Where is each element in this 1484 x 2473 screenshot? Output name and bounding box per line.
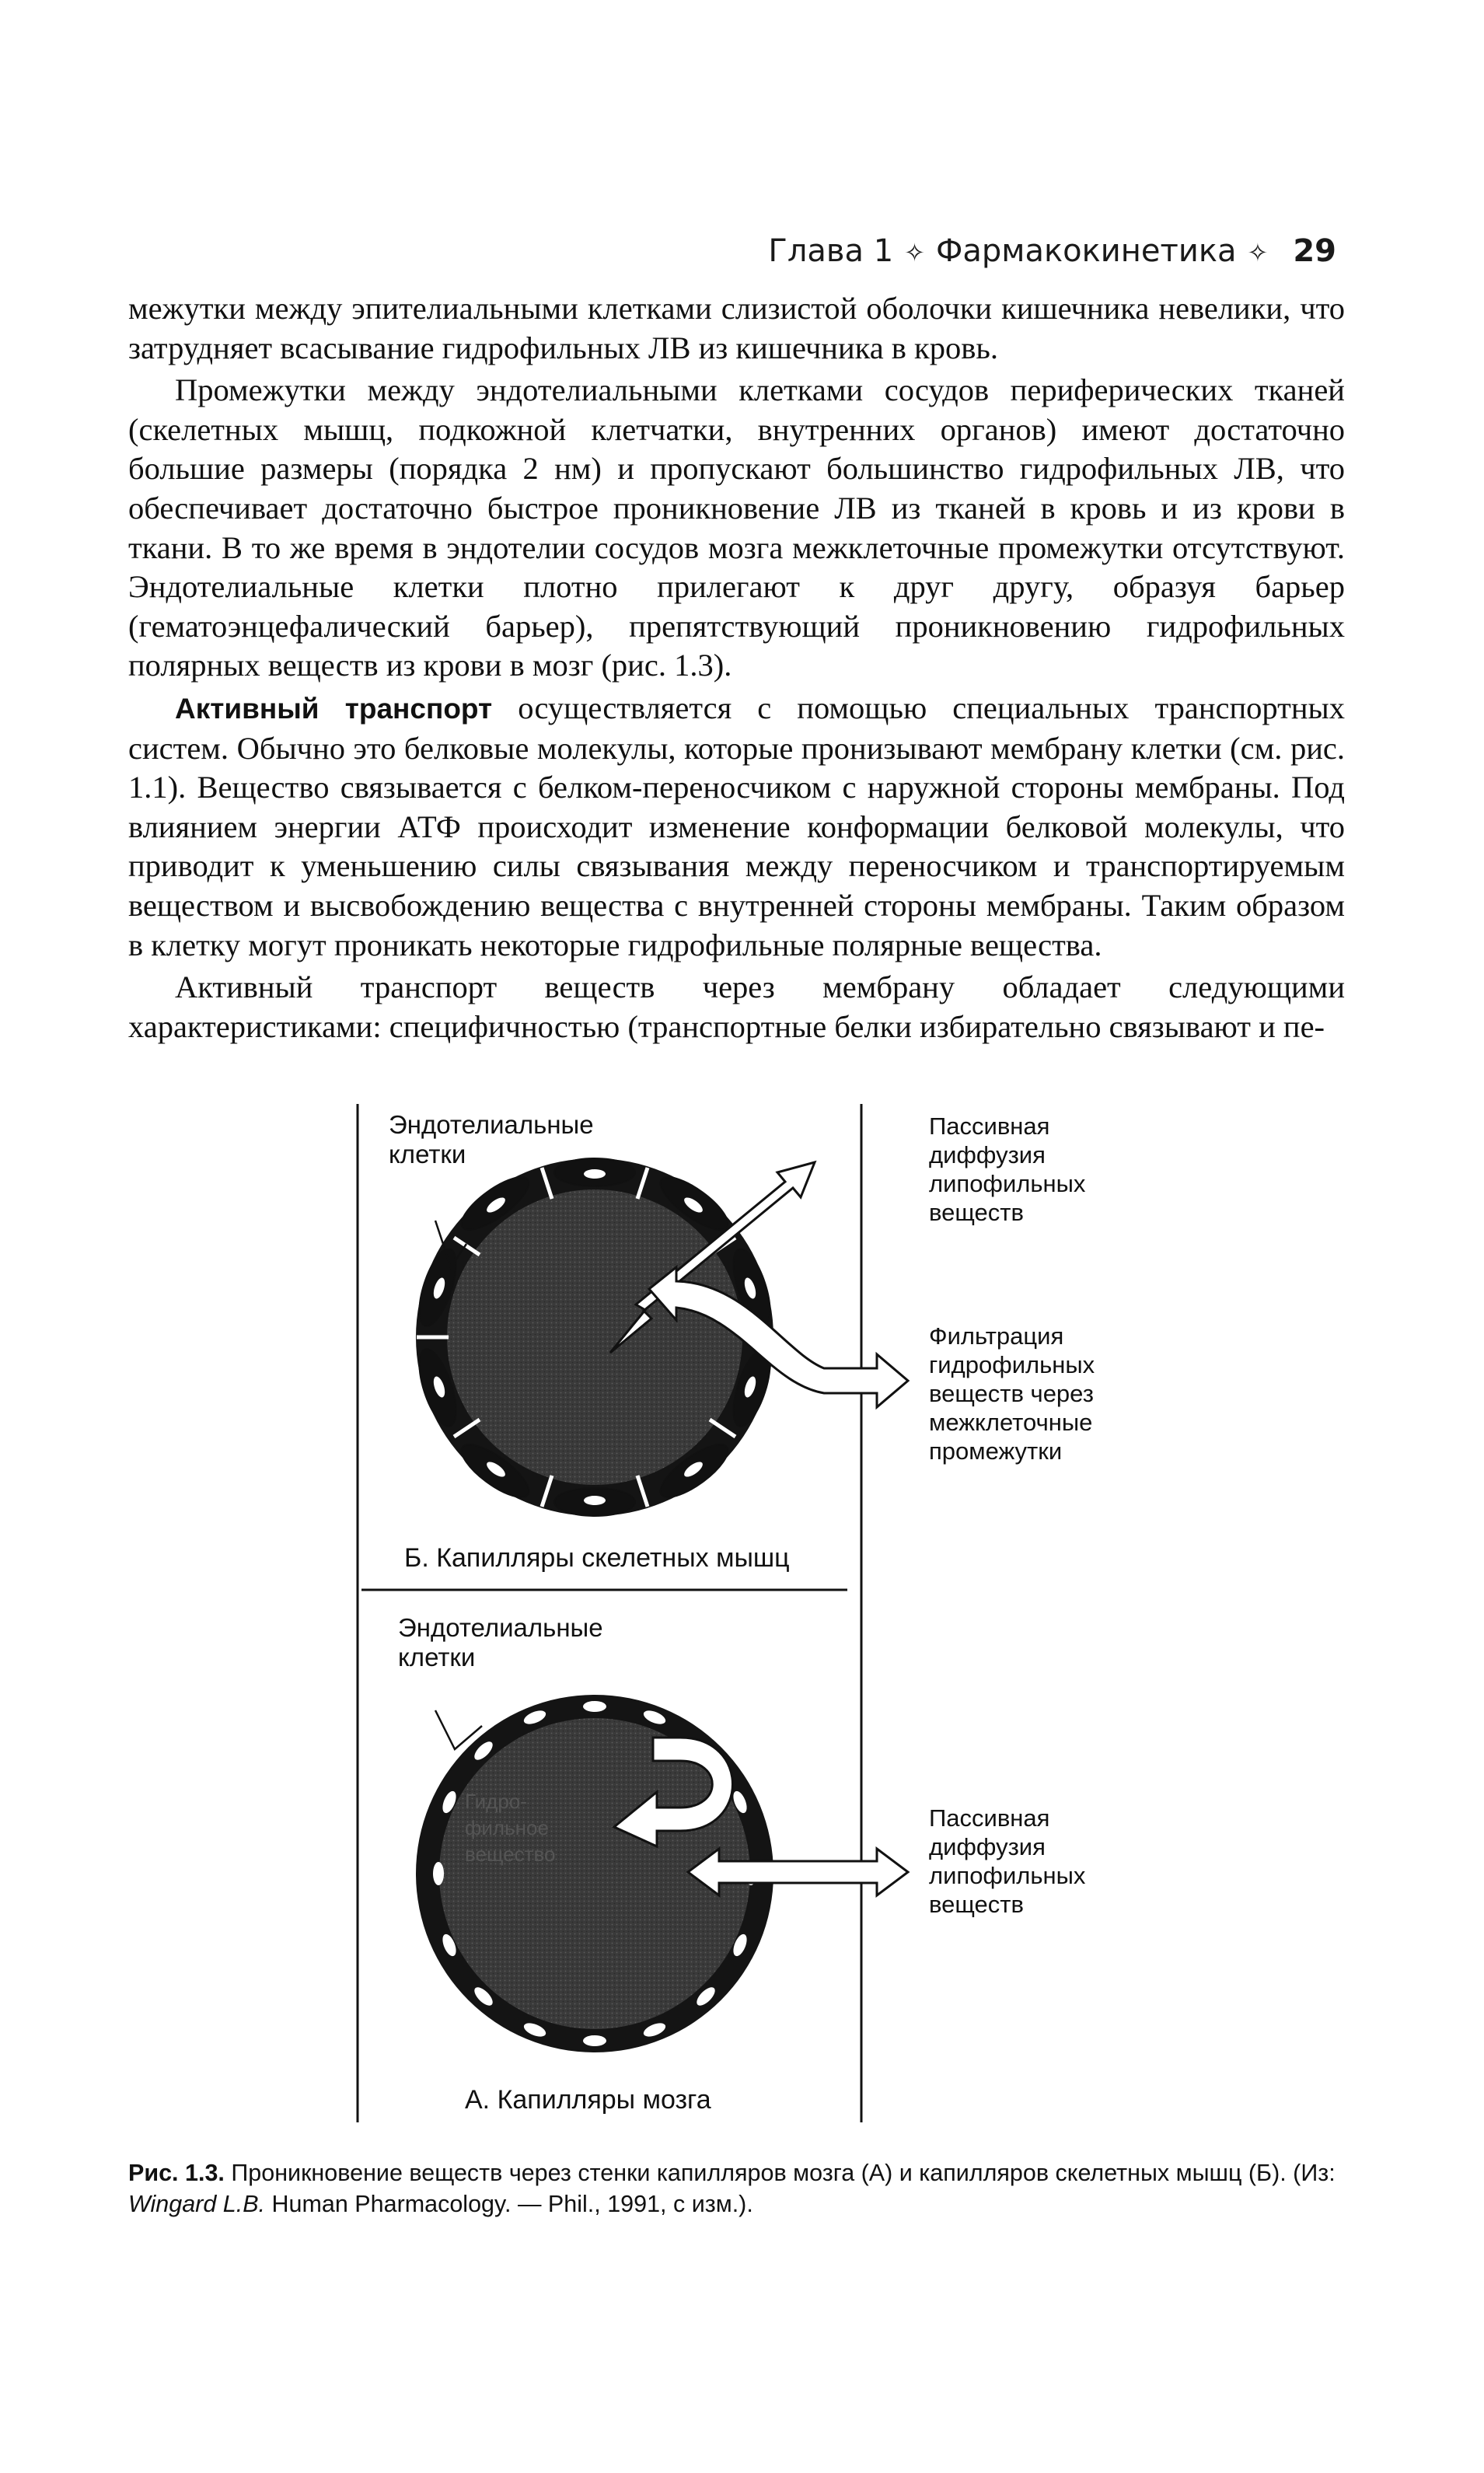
- diamond-separator-icon: ✧: [904, 238, 925, 267]
- diamond-separator-icon: ✧: [1247, 238, 1269, 267]
- paragraph-1: межутки между эпителиальными клетками слизистой оболочки кишечника невелики, что затрудняет всасывание гидрофильных ЛВ из кишечника в кровь.: [128, 291, 1345, 365]
- page-number: 29: [1293, 233, 1336, 269]
- section-title: Фармакокинетика: [935, 233, 1237, 269]
- figure-caption: [128, 2157, 1349, 2220]
- paragraph-3: [128, 689, 1345, 965]
- brain-capillary: [416, 1695, 908, 2052]
- chapter-label: Глава 1: [768, 233, 894, 269]
- hydrophilic-substance-label: Гидро- фильное вещество: [465, 1790, 556, 1866]
- capillary-lumen: [447, 1189, 742, 1485]
- caption-source: Human Pharmacology. — Phil., 1991, с изм.).: [265, 2191, 753, 2217]
- top-cells-label: Эндотелиальные клетки: [389, 1110, 594, 1168]
- paragraph-4: Активный транспорт веществ через мембрану обладает следующими характеристиками: специфичностью (транспортные белки избирательно связывают и пе-: [128, 969, 1345, 1044]
- bottom-cells-label: Эндотелиальные клетки: [398, 1613, 603, 1671]
- paragraph-3-text: осуществляется с помощью специальных транспортных систем. Обычно это белковые молекулы, которые пронизывают мембрану клетки (см. рис. 1.1). Вещество связывается с белком-переносчиком с наружной стороны мембраны. Под влиянием энергии АТФ происходит изменение конформации белковой молекулы, что приводит к уменьшению силы связывания между переносчиком и транспортируемым веществом и высвобождению вещества с внутренней стороны мембраны. Таким образом в клетку могут проникать некоторые гидрофильные полярные вещества.: [128, 690, 1345, 962]
- bottom-passive-diffusion-label: Пассивная диффузия липофильных веществ: [929, 1804, 1086, 1918]
- skeletal-capillary: [412, 1158, 908, 1516]
- figure-drawing: [0, 1088, 1484, 2161]
- paragraph-2: Промежутки между эндотелиальными клетками сосудов периферических тканей (скелетных мышц, подкожной клетчатки, внутренних органов) имеют достаточно большие размеры (порядка 2 нм) и пропускают большинство гидрофильных ЛВ, что обеспечивает достаточно быстрое проникновение ЛВ из тканей в кровь и из крови в ткани. В то же время в эндотелии сосудов мозга межклеточные промежутки отсутствуют. Эндотелиальные клетки плотно прилегают к друг другу, образуя барьер (гематоэнцефалический барьер), препятствующий проникновению гидрофильных полярных веществ из крови в мозг (рис. 1.3).: [128, 372, 1345, 683]
- bottom-panel-title: А. Капилляры мозга: [465, 2085, 711, 2115]
- caption-author: Wingard L.B.: [128, 2191, 266, 2217]
- figure-1-3: [0, 1088, 1484, 2255]
- body-text: [128, 289, 1345, 1046]
- term-active-transport: Активный транспорт: [175, 692, 493, 725]
- filtration-label: Фильтрация гидрофильных веществ через межклеточные промежутки: [929, 1322, 1095, 1465]
- figure-number: Рис. 1.3.: [128, 2160, 225, 2186]
- top-passive-diffusion-label: Пассивная диффузия липофильных веществ: [929, 1113, 1086, 1226]
- top-panel-title: Б. Капилляры скелетных мышц: [404, 1543, 790, 1573]
- running-header: [403, 233, 1336, 272]
- caption-text: Проникновение веществ через стенки капилляров мозга (А) и капилляров скелетных мышц (Б). (Из:: [224, 2160, 1336, 2186]
